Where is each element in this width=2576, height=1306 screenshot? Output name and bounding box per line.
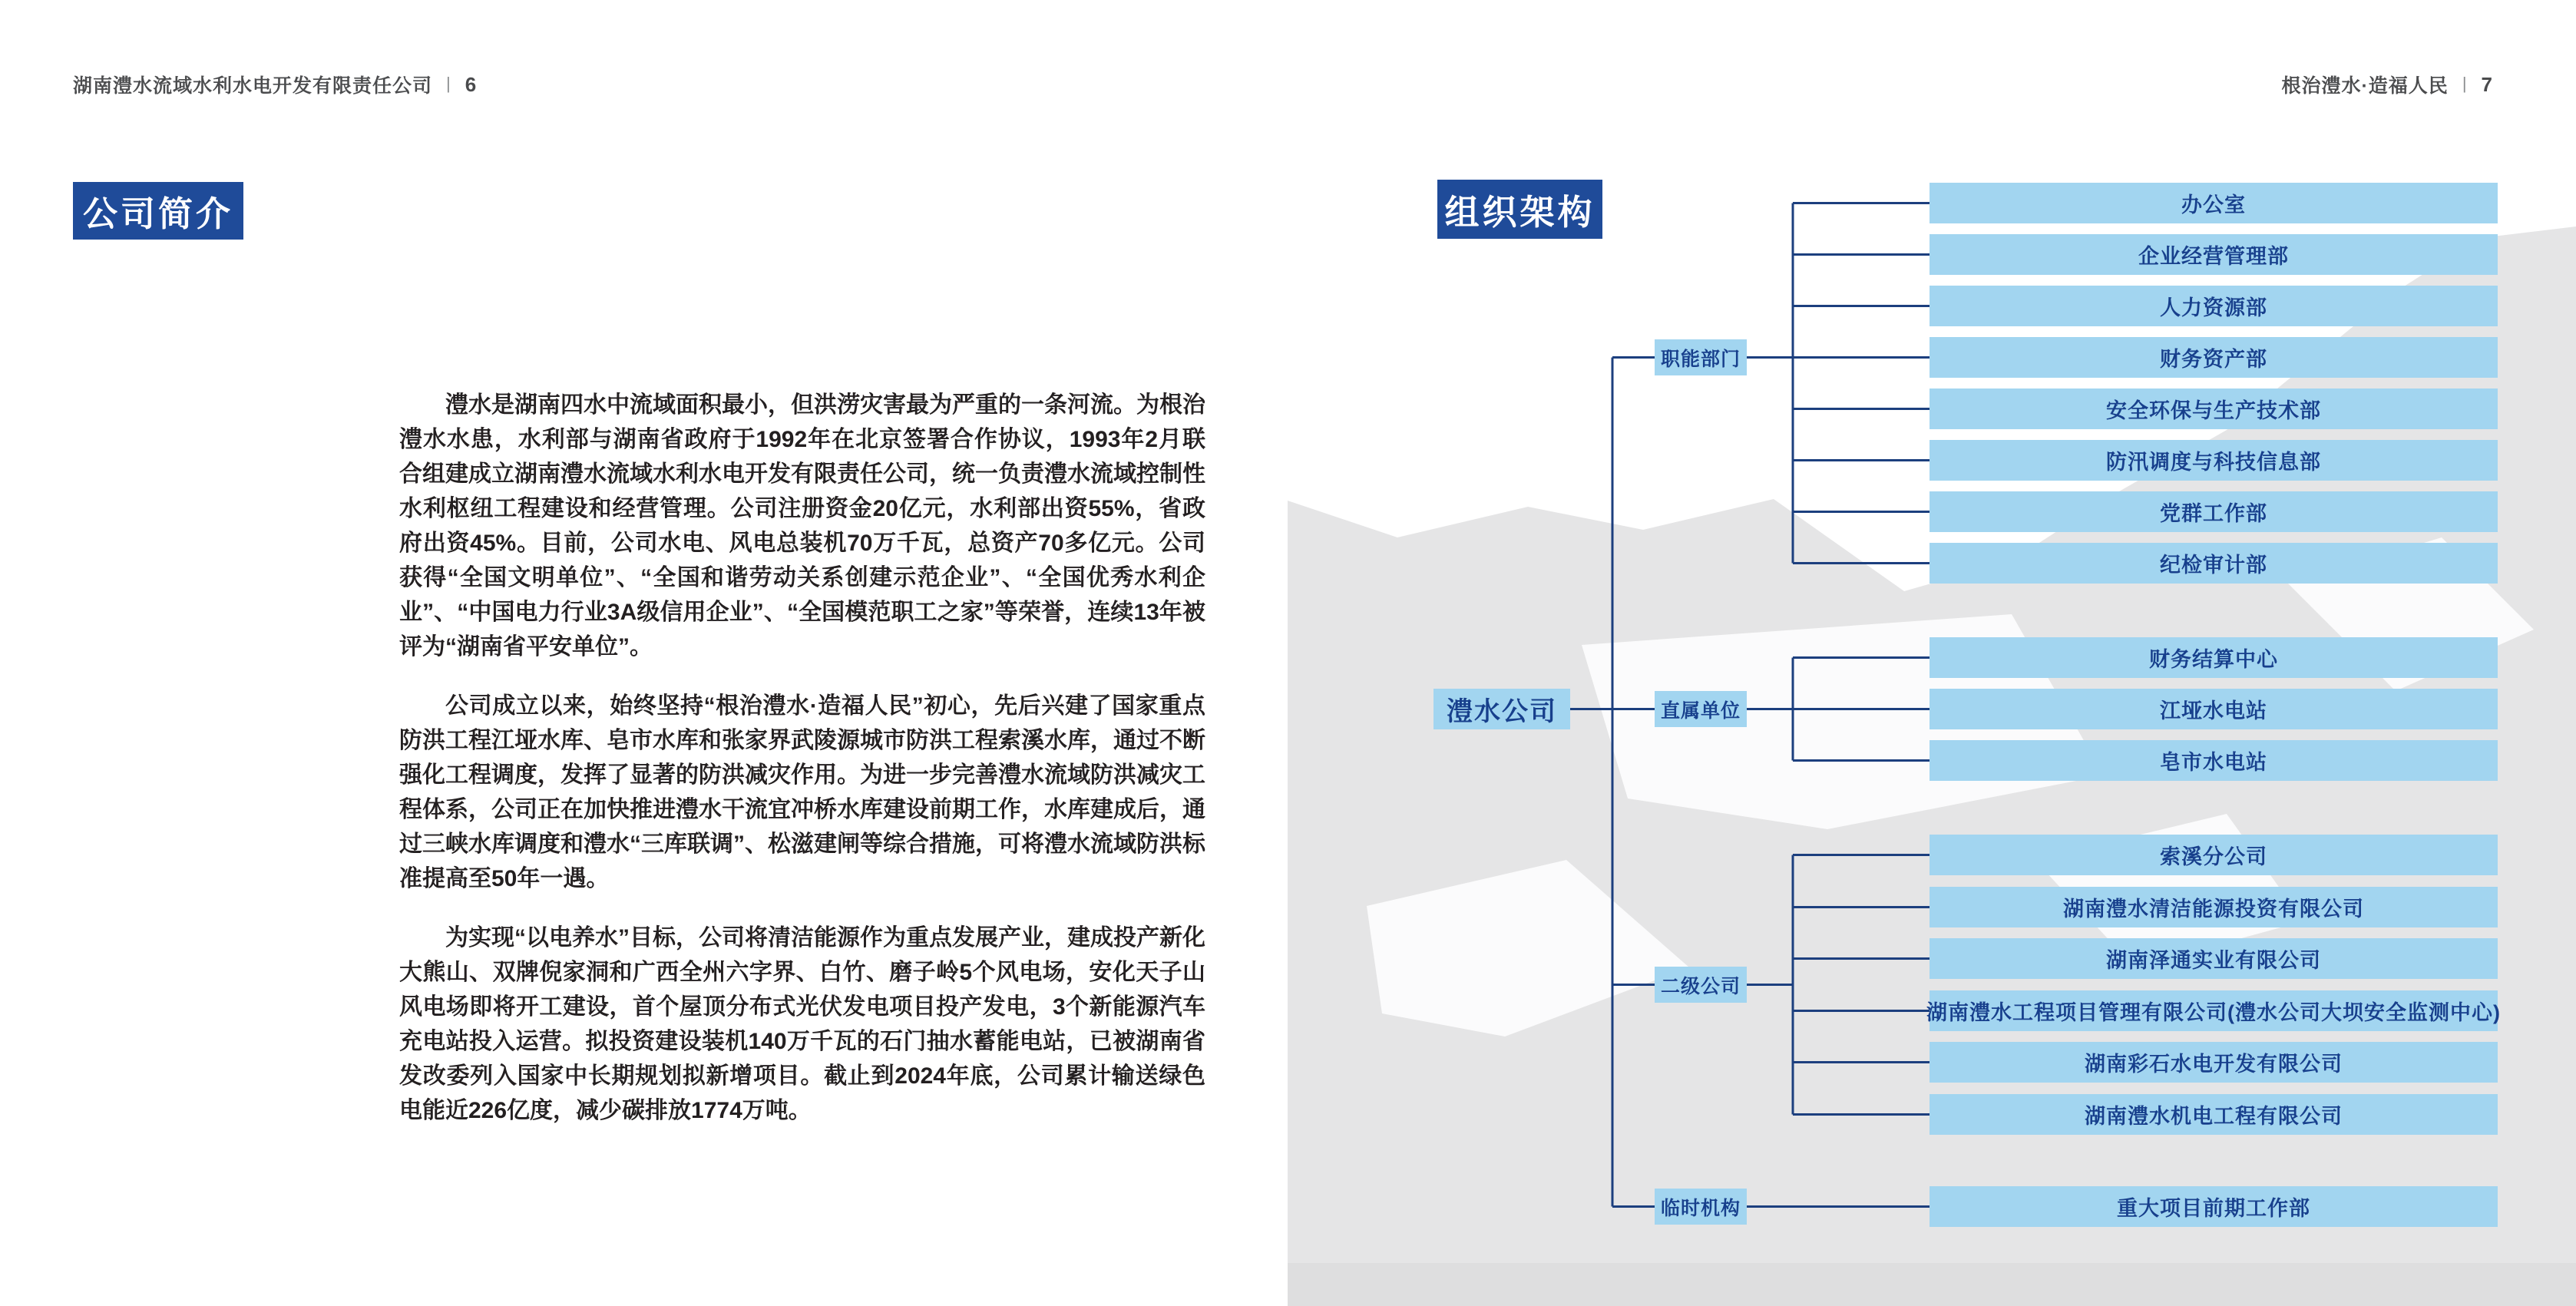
org-bar-safety-production-tech: 安全环保与生产技术部 xyxy=(1930,388,2498,429)
org-branch-secondary-companies: 二级公司 xyxy=(1655,967,1747,1003)
paragraph: 公司成立以来，始终坚持“根治澧水·造福人民”初心，先后兴建了国家重点防洪工程江垭水库、皂市水库和张家界武陵源城市防洪工程索溪水库，通过不断强化工程调度，发挥了显著的防洪减灾作用。为进一步完善澧水流域防洪减灾工程体系，公司正在加快推进澧水干流宜冲桥水库建设前期工作，水库建成后，通过三峡水库调度和澧水“三库联调”、松滋建闸等综合措施，可将澧水流域防洪标准提高至50年一遇。 xyxy=(399,693,1205,891)
org-branch-functional-departments: 职能部门 xyxy=(1655,339,1747,375)
org-bar-flood-dispatch-info: 防汛调度与科技信息部 xyxy=(1930,440,2498,481)
header-divider: | xyxy=(2462,74,2468,93)
company-profile-text xyxy=(399,388,1205,1152)
org-root-lishui-company: 澧水公司 xyxy=(1433,689,1570,729)
org-branch-direct-units: 直属单位 xyxy=(1655,691,1747,727)
org-bar-zaoshi-hydropower-station: 皂市水电站 xyxy=(1930,740,2498,781)
paragraph: 为实现“以电养水”目标，公司将清洁能源作为重点发展产业，建成投产新化大熊山、双牌倪家洞和广西全州六字界、白竹、磨子岭5个风电场，安化天子山风电场即将开工建设，首个屋顶分布式光伏发电项目投产发电，3个新能源汽车充电站投入运营。拟投资建设装机140万千瓦的石门抽水蓄能电站，已被湖南省发改委列入国家中长期规划拟新增项目。截止到2024年底，公司累计输送绿色电能近226亿度，减少碳排放1774万吨。 xyxy=(399,925,1205,1123)
org-bar-finance-assets: 财务资产部 xyxy=(1930,337,2498,378)
company-name-text: 湖南澧水流域水利水电开发有限责任公司 xyxy=(73,75,433,97)
org-bar-party-mass-work: 党群工作部 xyxy=(1930,491,2498,532)
org-bar-jiangya-hydropower-station: 江垭水电站 xyxy=(1930,689,2498,729)
org-bar-major-projects-preliminary: 重大项目前期工作部 xyxy=(1930,1186,2498,1227)
section-title-org-structure: 组织架构 xyxy=(1437,180,1602,239)
slogan-text: 根治澧水·造福人民 xyxy=(2281,75,2449,97)
page-header-left xyxy=(73,71,477,98)
org-bar-caishi-hydropower: 湖南彩石水电开发有限公司 xyxy=(1930,1042,2498,1083)
org-bar-general-office: 办公室 xyxy=(1930,183,2498,223)
org-bar-electromechanical-engineering: 湖南澧水机电工程有限公司 xyxy=(1930,1094,2498,1135)
paragraph: 澧水是湖南四水中流域面积最小，但洪涝灾害最为严重的一条河流。为根治澧水水患，水利部与湖南省政府于1992年在北京签署合作协议，1993年2月联合组建成立湖南澧水流域水利水电开发有限责任公司，统一负责澧水流域控制性水利枢纽工程建设和经营管理。公司注册资金20亿元，水利部出资55%，省政府出资45%。目前，公司水电、风电总装机70万千瓦，总资产70多亿元。公司获得“全国文明单位”、“全国和谐劳动关系创建示范企业”、“全国优秀水利企业”、“中国电力行业3A级信用企业”、“全国模范职工之家”等荣誉，连续13年被评为“湖南省平安单位”。 xyxy=(399,392,1205,660)
page-number-right: 7 xyxy=(2481,72,2493,96)
org-bar-zetong-industrial: 湖南泽通实业有限公司 xyxy=(1930,938,2498,979)
section-title-company-profile: 公司简介 xyxy=(73,182,243,240)
org-bar-project-management: 湖南澧水工程项目管理有限公司(澧水公司大坝安全监测中心) xyxy=(1930,990,2498,1031)
org-bar-suoxi-branch: 索溪分公司 xyxy=(1930,835,2498,875)
org-branch-temporary-bodies: 临时机构 xyxy=(1655,1189,1747,1225)
header-divider: | xyxy=(446,74,451,93)
org-bar-business-management: 企业经营管理部 xyxy=(1930,234,2498,275)
org-bar-financial-settlement-center: 财务结算中心 xyxy=(1930,637,2498,678)
page-header-right xyxy=(2281,71,2493,98)
page-number-left: 6 xyxy=(465,72,478,96)
org-bar-clean-energy-investment: 湖南澧水清洁能源投资有限公司 xyxy=(1930,887,2498,927)
org-bar-human-resources: 人力资源部 xyxy=(1930,286,2498,326)
org-bar-discipline-audit: 纪检审计部 xyxy=(1930,543,2498,584)
